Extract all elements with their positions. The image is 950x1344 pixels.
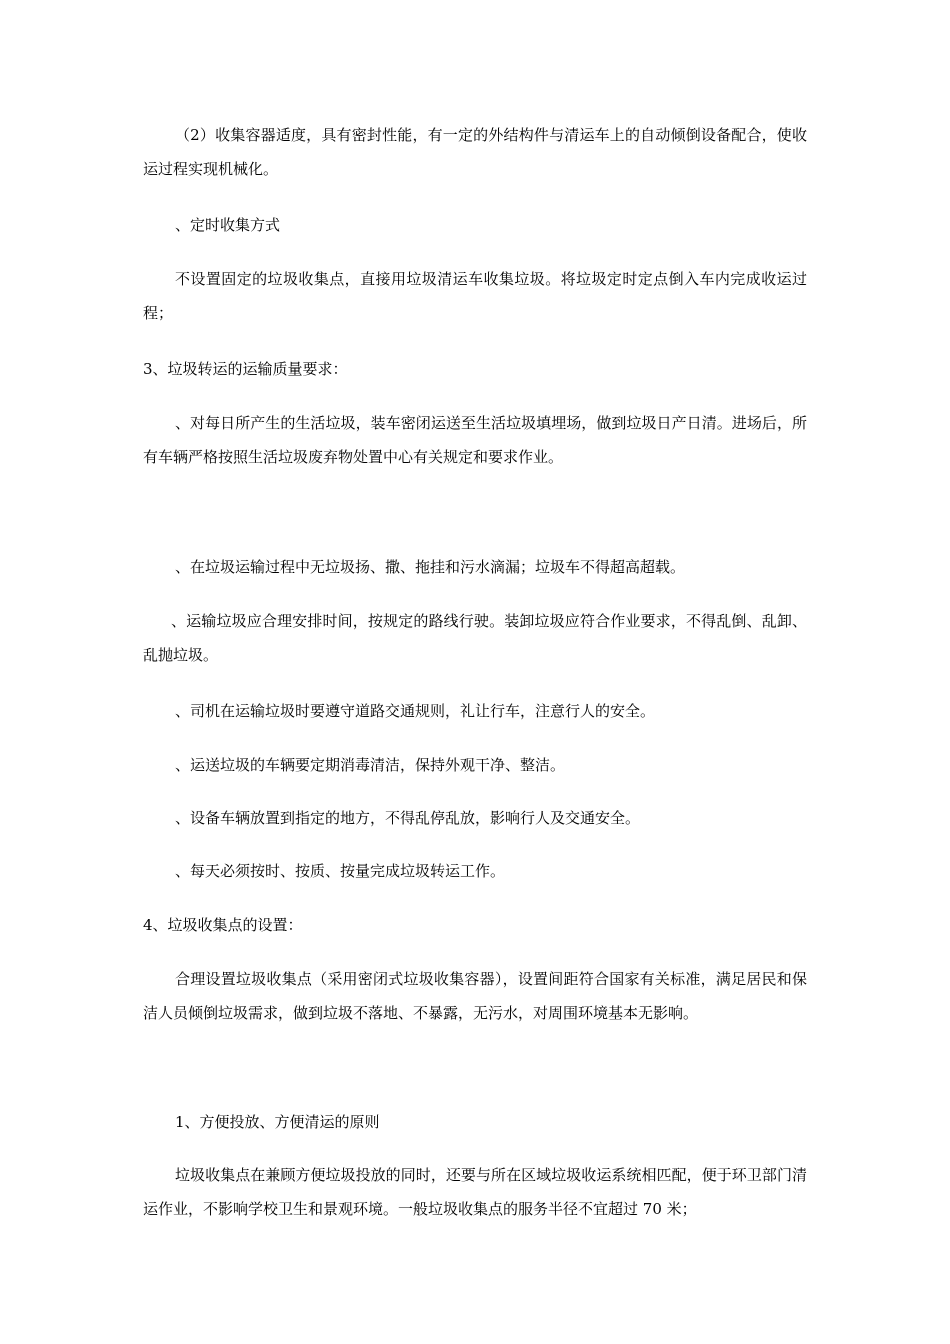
paragraph-vehicle-parking: 、设备车辆放置到指定的地方，不得乱停乱放，影响行人及交通安全。 — [175, 809, 641, 827]
heading-collection-points: 4、垃圾收集点的设置： — [143, 916, 303, 934]
paragraph-container-closure: （2）收集容器适度，具有密封性能，有一定的外结构件与清运车上的自动倾倒设备配合，使收运过程实现机械化。 — [143, 126, 807, 178]
paragraph-daily-transport: 、对每日所产生的生活垃圾，装车密闭运送至生活垃圾填埋场，做到垃圾日产日清。进场后，所有车辆严格按照生活垃圾废弃物处置中心有关规定和要求作业。 — [143, 414, 807, 466]
heading-timed-collection: 、定时收集方式 — [175, 216, 281, 234]
paragraph-timed-collection: 不设置固定的垃圾收集点，直接用垃圾清运车收集垃圾。将垃圾定时定点倒入车内完成收运过程； — [143, 270, 807, 322]
paragraph-no-spill: 、在垃圾运输过程中无垃圾扬、撒、拖挂和污水滴漏；垃圾车不得超高超载。 — [175, 558, 686, 576]
paragraph-service-radius: 垃圾收集点在兼顾方便垃圾投放的同时，还要与所在区域垃圾收运系统相匹配，便于环卫部门清运作业，不影响学校卫生和景观环境。一般垃圾收集点的服务半径不宜超过 70 米； — [143, 1166, 807, 1218]
paragraph-driver-rules: 、司机在运输垃圾时要遵守道路交通规则，礼让行车，注意行人的安全。 — [175, 702, 656, 720]
paragraph-route-schedule: 、运输垃圾应合理安排时间，按规定的路线行驶。装卸垃圾应符合作业要求，不得乱倒、乱卸、乱抛垃圾。 — [143, 612, 807, 664]
paragraph-daily-completion: 、每天必须按时、按质、按量完成垃圾转运工作。 — [175, 862, 506, 880]
paragraph-collection-points: 合理设置垃圾收集点（采用密闭式垃圾收集容器），设置间距符合国家有关标准，满足居民和保洁人员倾倒垃圾需求，做到垃圾不落地、不暴露，无污水，对周围环境基本无影响。 — [143, 970, 807, 1022]
heading-convenience-principle: 1、方便投放、方便清运的原则 — [175, 1113, 380, 1131]
paragraph-vehicle-cleaning: 、运送垃圾的车辆要定期消毒清洁，保持外观干净、整洁。 — [175, 756, 566, 774]
heading-transport-quality: 3、垃圾转运的运输质量要求： — [143, 360, 348, 378]
